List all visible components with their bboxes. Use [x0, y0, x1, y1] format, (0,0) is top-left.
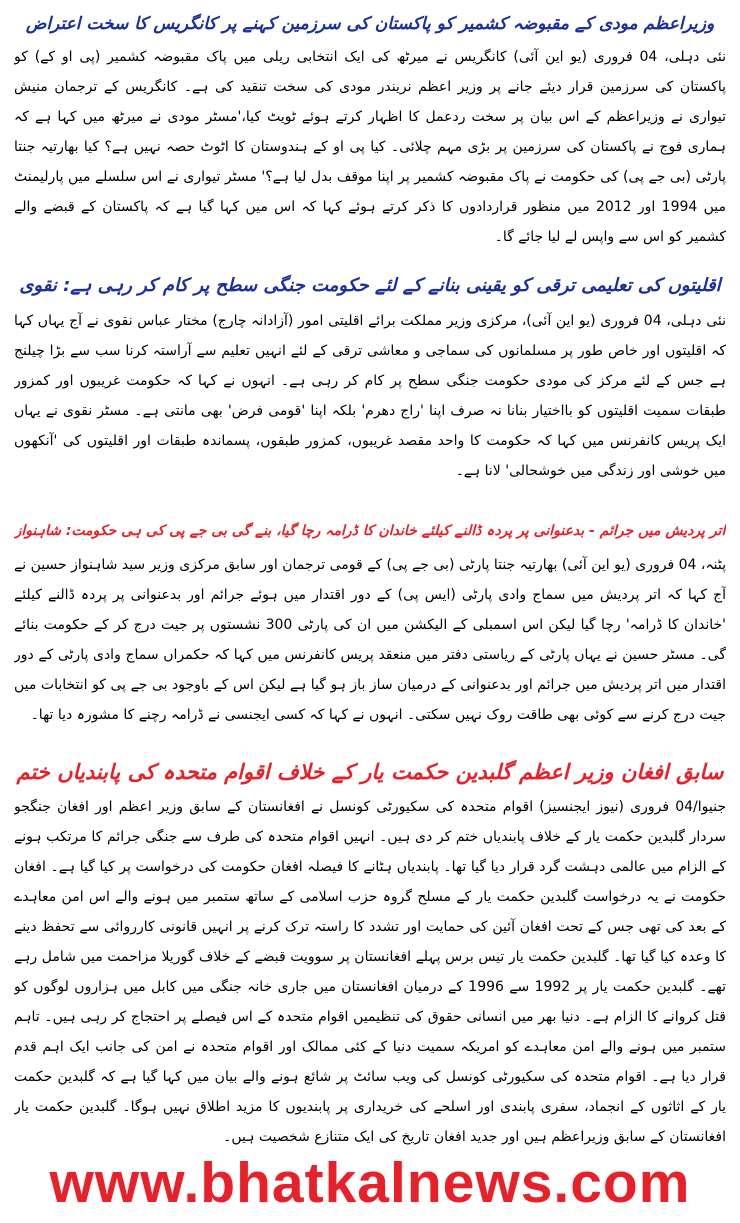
- article-body: جنیوا/04 فروری (نیوز ایجنسیز) اقوام متحدہ کی سکیورٹی کونسل نے افغانستان کے سابق وزیر اعظم اور افغان جنگجو سردار گلبدین حکمت یار کے خلاف پابندیاں ختم کر دی ہیں۔ انہیں اقوام متحدہ کی طرف سے جنگی جرائم کا مرتکب ہونے کے الزام میں عالمی دہشت گرد قرار دیا گیا تھا۔ پابندیاں ہٹانے کا فیصلہ افغان حکومت کی درخواست پر کیا گیا ہے۔ افغان حکومت نے یہ درخواست گلبدین حکمت یار کے مسلح گروہ حزب اسلامی کے ساتھ ستمبر میں ہونے والے اس امن معاہدے کے بعد کی تھی جس کے تحت افغان آئین کی حمایت اور تشدد کا راستہ ترک کرنے پر انہیں قانونی کارروائی سے تحفظ دینے کا وعدہ کیا گیا تھا۔ گلبدین حکمت یار تیس برس پہلے افغانستان پر سوویت قبضے کے خلاف گوریلا مزاحمت میں شامل رہے تھے۔ گلبدین حکمت یار پر 1992 سے 1996 کے درمیان افغانستان میں جاری خانہ جنگی میں کابل میں ہزاروں لوگوں کو قتل کروانے کا الزام ہے۔ دنیا بھر میں انسانی حقوق کی تنظیمیں اقوام متحدہ کے اس فیصلے پر احتجاج کر رہی ہیں۔ تاہم ستمبر میں ہونے والے امن معاہدے کو امریکہ سمیت دنیا کے کئی ممالک اور اقوام متحدہ نے امن کی جانب ایک اہم قدم قرار دیا ہے۔ اقوام متحدہ کی سکیورٹی کونسل کی ویب سائٹ پر شائع ہونے والے بیان میں کہا گیا ہے کہ گلبدین حکمت یار کے اثاثوں کے انجماد، سفری پابندی اور اسلحے کی خریداری پر پابندیوں کا مزید اطلاق نہیں ہوگا۔ گلبدین حکمت یار افغانستان کے سابق وزیراعظم ہیں اور جدید افغان تاریخ کی ایک متنازع شخصیت ہیں۔: [14, 799, 726, 1145]
- article-hekmatyar-sanctions: [0, 752, 740, 1152]
- article-body: پٹنہ، 04 فروری (یو این آئی) بھارتیہ جنتا پارٹی (بی جے پی) کے قومی ترجمان اور سابق مرکزی وزیر سید شاہنواز حسین نے آج کہا کہ اتر پردیش میں سماج وادی پارٹی (ایس پی) کے دور اقتدار میں ہوئے جرائم اور بدعنوانی پر پردہ ڈالنے کیلئے 'خاندان کا ڈرامہ' رچا گیا لیکن اس اسمبلی کے الیکشن میں ان کی پارٹی 300 نشستوں پر جیت درج کر کے حکومت بنائے گی۔ مسٹر حسین نے یہاں پارٹی کے ریاستی دفتر میں منعقد پریس کانفرنس میں کہا کہ حکمراں سماج وادی پارٹی کے دور اقتدار میں اتر پردیش میں جرائم اور بدعنوانی کے درمیان ساز باز ہو گیا ہے لیکن اس کے باوجود بی جے پی کو انتخابات میں جیت درج کرنے سے کوئی بھی طاقت روک نہیں سکتی۔ انہوں نے کہا کہ کسی ایجنسی نے ڈرامہ رچنے کا مشورہ دیا تھا۔: [14, 557, 726, 723]
- footer-website-url: www.bhatkalnews.com: [49, 1151, 691, 1215]
- article-body: نئی دہلی، 04 فروری (یو این آئی)، مرکزی وزیر مملکت برائے اقلیتی امور (آزادانہ چارج) مختار عباس نقوی نے آج یہاں کہا کہ اقلیتوں اور خاص طور پر مسلمانوں کی سماجی و معاشی ترقی کے لئے انہیں تعلیم سے آراستہ کرنا سب سے بڑا چیلنج ہے جس کے لئے مرکز کی مودی حکومت جنگی سطح پر کام کر رہی ہے۔ انہوں نے کہا کہ حکومت غریبوں اور کمزور طبقات سمیت اقلیتوں کو بااختیار بنانا نہ صرف اپنا 'راج دھرم' بلکہ اپنا 'قومی فرض' بھی مانتی ہے۔ مسٹر نقوی نے یہاں ایک پریس کانفرنس میں کہا کہ حکومت کا واحد مقصد غریبوں، کمزور طبقوں، پسماندہ طبقات اور اقلیتوں کی 'آنکھوں میں خوشی اور زندگی میں خوشحالی' لانا ہے۔: [14, 313, 726, 479]
- article-headline: اتر پردیش میں جرائم - بدعنوانی پر پردہ ڈالنے کیلئے خاندان کا ڈرامہ رچا گیا، بنے گی بی جے پی کی ہی حکومت: شاہنواز: [14, 523, 726, 539]
- article-headline: سابق افغان وزیر اعظم گلبدین حکمت یار کے خلاف اقوام متحدہ کی پابندیاں ختم: [16, 760, 724, 784]
- article-body: نئی دہلی، 04 فروری (یو این آئی) کانگریس نے میرٹھ کی ایک انتخابی ریلی میں پاک مقبوضہ کشمیر (پی او کے) کو پاکستان کی سرزمین قرار دیئے جانے پر وزیر اعظم نریندر مودی کی سخت تنقید کی ہے۔ کانگریس کے ترجمان منیش تیواری نے وزیراعظم کے اس بیان پر سخت ردعمل کا اظہار کرتے ہوئے ٹویٹ کیا،'مسٹر مودی نے میرٹھ میں کہا ہے کہ ہماری فوج نے پاکستان کی سرزمین پر بڑی مہم چلائی۔ کیا پی او کے ہندوستان کا اٹوٹ حصہ نہیں ہے؟ کیا بھارتیہ جنتا پارٹی (بی جے پی) کی حکومت نے پاک مقبوضہ کشمیر پر اپنا موقف بدل لیا ہے؟' مسٹر تیواری نے اس سلسلے میں پارلیمنٹ میں 1994 اور 2012 میں منظور قراردادوں کا ذکر کرتے ہوئے کہا کہ اس میں کہا گیا ہے کہ پاکستان کے قبضے والے کشمیر کو اس سے واپس لے لیا جائے گا۔: [14, 49, 726, 245]
- article-naqvi-education: [0, 266, 740, 506]
- article-shahnawaz-up: [0, 512, 740, 730]
- article-headline: وزیراعظم مودی کے مقبوضہ کشمیر کو پاکستان کی سرزمین کہنے پر کانگریس کا سخت اعتراض: [25, 14, 715, 34]
- article-modi-pok: [0, 6, 740, 272]
- article-headline: اقلیتوں کی تعلیمی ترقی کو یقینی بنانے کے لئے حکومت جنگی سطح پر کام کر رہی ہے: نقوی: [19, 275, 721, 296]
